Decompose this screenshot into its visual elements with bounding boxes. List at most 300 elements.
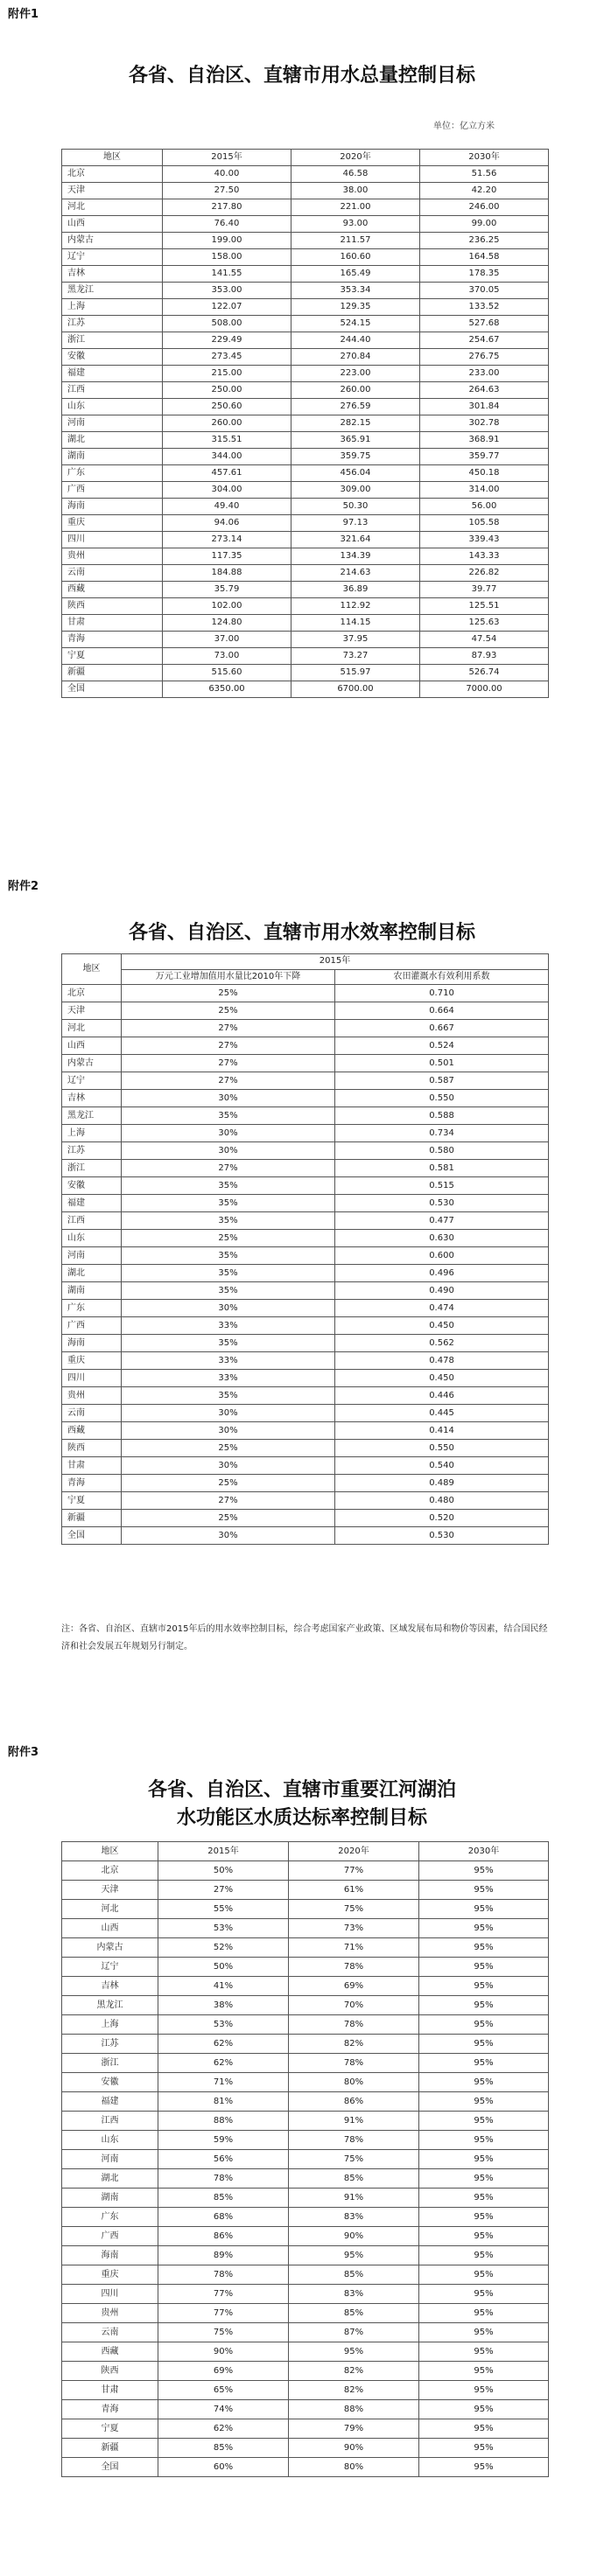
table-row <box>62 1335 549 1352</box>
table-row <box>62 1881 549 1900</box>
value-cell: 33% <box>122 1370 335 1387</box>
value-cell: 27% <box>122 1072 335 1090</box>
value-cell: 62% <box>158 2054 289 2073</box>
value-cell: 95% <box>419 2285 549 2304</box>
value-cell: 276.75 <box>420 349 549 366</box>
region-cell: 海南 <box>62 1335 122 1352</box>
attachment-1-label: 附件1 <box>8 8 39 21</box>
value-cell: 112.92 <box>291 598 420 615</box>
region-cell: 广东 <box>62 1300 122 1317</box>
table-row <box>62 332 549 349</box>
value-cell: 85% <box>289 2304 419 2323</box>
value-cell: 39.77 <box>420 582 549 598</box>
table-row <box>62 1510 549 1527</box>
value-cell: 65% <box>158 2381 289 2400</box>
table-row <box>62 2265 549 2285</box>
value-cell: 59% <box>158 2131 289 2150</box>
value-cell: 56% <box>158 2150 289 2169</box>
value-cell: 85% <box>158 2189 289 2208</box>
table-row <box>62 415 549 432</box>
region-cell: 湖南 <box>62 1282 122 1300</box>
table-row <box>62 2227 549 2246</box>
value-cell: 35% <box>122 1387 335 1405</box>
value-cell: 73.27 <box>291 648 420 665</box>
table-row <box>62 1265 549 1282</box>
value-cell: 82% <box>289 2035 419 2054</box>
value-cell: 77% <box>289 1861 419 1881</box>
value-cell: 0.520 <box>335 1510 549 1527</box>
table-row <box>62 1387 549 1405</box>
region-cell: 甘肃 <box>62 1457 122 1475</box>
table-row <box>62 1317 549 1335</box>
region-cell: 江苏 <box>62 316 163 332</box>
region-cell: 湖南 <box>62 2189 158 2208</box>
value-cell: 85% <box>289 2169 419 2189</box>
value-cell: 524.15 <box>291 316 420 332</box>
value-cell: 95% <box>419 2439 549 2458</box>
value-cell: 95% <box>419 2054 549 2073</box>
value-cell: 0.667 <box>335 1020 549 1037</box>
table-row <box>62 465 549 482</box>
value-cell: 117.35 <box>163 548 291 565</box>
region-cell: 山西 <box>62 1037 122 1055</box>
region-cell: 贵州 <box>62 548 163 565</box>
value-cell: 56.00 <box>420 499 549 515</box>
value-cell: 6350.00 <box>163 681 291 698</box>
value-cell: 50% <box>158 1861 289 1881</box>
value-cell: 260.00 <box>163 415 291 432</box>
region-cell: 黑龙江 <box>62 1996 158 2015</box>
table-row <box>62 499 549 515</box>
value-cell: 86% <box>289 2092 419 2112</box>
region-cell: 海南 <box>62 499 163 515</box>
value-cell: 35% <box>122 1195 335 1212</box>
value-cell: 0.710 <box>335 985 549 1002</box>
value-cell: 97.13 <box>291 515 420 532</box>
table-row <box>62 2342 549 2362</box>
value-cell: 199.00 <box>163 233 291 249</box>
region-cell: 陕西 <box>62 2362 158 2381</box>
table-row <box>62 399 549 415</box>
value-cell: 73% <box>289 1919 419 1938</box>
value-cell: 165.49 <box>291 266 420 283</box>
value-cell: 105.58 <box>420 515 549 532</box>
value-cell: 226.82 <box>420 565 549 582</box>
table-row <box>62 1090 549 1107</box>
table-row <box>62 2285 549 2304</box>
region-cell: 吉林 <box>62 266 163 283</box>
value-cell: 344.00 <box>163 449 291 465</box>
table-row <box>62 2112 549 2131</box>
table-row <box>62 266 549 283</box>
region-cell: 湖北 <box>62 1265 122 1282</box>
table-row <box>62 2169 549 2189</box>
attachment-2-title: 各省、自治区、直辖市用水效率控制目标 <box>128 921 475 944</box>
value-cell: 40.00 <box>163 166 291 183</box>
value-cell: 77% <box>158 2285 289 2304</box>
value-cell: 49.40 <box>163 499 291 515</box>
table-header-cell: 2030年 <box>420 150 549 166</box>
region-cell: 北京 <box>62 166 163 183</box>
region-cell: 云南 <box>62 1405 122 1422</box>
value-cell: 233.00 <box>420 366 549 382</box>
value-cell: 95% <box>289 2342 419 2362</box>
value-cell: 69% <box>289 1977 419 1996</box>
value-cell: 99.00 <box>420 216 549 233</box>
attachment-3-title-line2: 水功能区水质达标率控制目标 <box>176 1806 427 1829</box>
value-cell: 0.587 <box>335 1072 549 1090</box>
region-cell: 四川 <box>62 532 163 548</box>
value-cell: 95% <box>419 2304 549 2323</box>
table-row <box>62 2419 549 2439</box>
region-cell: 西藏 <box>62 2342 158 2362</box>
region-cell: 上海 <box>62 299 163 316</box>
table-row <box>62 1475 549 1492</box>
table-row <box>62 2054 549 2073</box>
value-cell: 0.477 <box>335 1212 549 1230</box>
region-cell: 广西 <box>62 482 163 499</box>
value-cell: 81% <box>158 2092 289 2112</box>
table-row <box>62 1247 549 1265</box>
value-cell: 27% <box>122 1492 335 1510</box>
table-row <box>62 316 549 332</box>
table-row <box>62 1440 549 1457</box>
value-cell: 78% <box>158 2265 289 2285</box>
value-cell: 37.00 <box>163 632 291 648</box>
table-header-cell: 2015年 <box>158 1842 289 1861</box>
region-cell: 山西 <box>62 1919 158 1938</box>
table-row <box>62 665 549 681</box>
value-cell: 260.00 <box>291 382 420 399</box>
value-cell: 164.58 <box>420 249 549 266</box>
value-cell: 0.496 <box>335 1265 549 1282</box>
value-cell: 25% <box>122 1510 335 1527</box>
value-cell: 0.530 <box>335 1527 549 1545</box>
value-cell: 95% <box>419 2169 549 2189</box>
region-cell: 河北 <box>62 1900 158 1919</box>
value-cell: 87.93 <box>420 648 549 665</box>
region-cell: 湖南 <box>62 449 163 465</box>
value-cell: 27% <box>122 1020 335 1037</box>
value-cell: 71% <box>158 2073 289 2092</box>
region-cell: 浙江 <box>62 2054 158 2073</box>
value-cell: 85% <box>158 2439 289 2458</box>
value-cell: 0.474 <box>335 1300 549 1317</box>
value-cell: 42.20 <box>420 183 549 199</box>
value-cell: 236.25 <box>420 233 549 249</box>
value-cell: 95% <box>419 2015 549 2035</box>
value-cell: 55% <box>158 1900 289 1919</box>
value-cell: 0.515 <box>335 1177 549 1195</box>
value-cell: 95% <box>419 1996 549 2015</box>
value-cell: 264.63 <box>420 382 549 399</box>
table-row <box>62 2131 549 2150</box>
value-cell: 35% <box>122 1335 335 1352</box>
table-row <box>62 2381 549 2400</box>
value-cell: 276.59 <box>291 399 420 415</box>
value-cell: 0.414 <box>335 1422 549 1440</box>
table-row <box>62 548 549 565</box>
table-row <box>62 1072 549 1090</box>
value-cell: 75% <box>289 2150 419 2169</box>
value-cell: 0.490 <box>335 1282 549 1300</box>
value-cell: 359.75 <box>291 449 420 465</box>
table-row <box>62 565 549 582</box>
region-cell: 河南 <box>62 2150 158 2169</box>
value-cell: 309.00 <box>291 482 420 499</box>
value-cell: 223.00 <box>291 366 420 382</box>
region-cell: 湖北 <box>62 432 163 449</box>
table-row <box>62 1195 549 1212</box>
region-cell: 宁夏 <box>62 648 163 665</box>
value-cell: 89% <box>158 2246 289 2265</box>
value-cell: 33% <box>122 1317 335 1335</box>
table-row <box>62 1958 549 1977</box>
value-cell: 95% <box>419 2092 549 2112</box>
value-cell: 78% <box>289 2054 419 2073</box>
value-cell: 211.57 <box>291 233 420 249</box>
value-cell: 158.00 <box>163 249 291 266</box>
region-cell: 上海 <box>62 2015 158 2035</box>
table-row <box>62 1457 549 1475</box>
value-cell: 94.06 <box>163 515 291 532</box>
value-cell: 450.18 <box>420 465 549 482</box>
value-cell: 370.05 <box>420 283 549 299</box>
table-row <box>62 1370 549 1387</box>
value-cell: 250.60 <box>163 399 291 415</box>
value-cell: 95% <box>419 2400 549 2419</box>
table-row <box>62 183 549 199</box>
table-row <box>62 1900 549 1919</box>
value-cell: 78% <box>289 2131 419 2150</box>
value-cell: 359.77 <box>420 449 549 465</box>
water-total-table <box>61 149 549 698</box>
value-cell: 353.34 <box>291 283 420 299</box>
value-cell: 0.581 <box>335 1160 549 1177</box>
table-header-cell: 2020年 <box>291 150 420 166</box>
value-cell: 0.478 <box>335 1352 549 1370</box>
value-cell: 95% <box>419 1919 549 1938</box>
value-cell: 35% <box>122 1282 335 1300</box>
value-cell: 30% <box>122 1090 335 1107</box>
value-cell: 30% <box>122 1300 335 1317</box>
region-cell: 陕西 <box>62 1440 122 1457</box>
region-cell: 辽宁 <box>62 249 163 266</box>
value-cell: 91% <box>289 2112 419 2131</box>
value-cell: 78% <box>289 2015 419 2035</box>
value-cell: 124.80 <box>163 615 291 632</box>
region-cell: 江西 <box>62 2112 158 2131</box>
value-cell: 83% <box>289 2208 419 2227</box>
value-cell: 52% <box>158 1938 289 1958</box>
region-cell: 江苏 <box>62 2035 158 2054</box>
value-cell: 93.00 <box>291 216 420 233</box>
value-cell: 69% <box>158 2362 289 2381</box>
region-cell: 内蒙古 <box>62 233 163 249</box>
region-cell: 吉林 <box>62 1977 158 1996</box>
table-row <box>62 2073 549 2092</box>
table-row <box>62 2189 549 2208</box>
value-cell: 95% <box>289 2246 419 2265</box>
table-row <box>62 2304 549 2323</box>
region-cell: 重庆 <box>62 2265 158 2285</box>
region-cell: 安徽 <box>62 2073 158 2092</box>
value-cell: 0.580 <box>335 1142 549 1160</box>
value-cell: 35% <box>122 1265 335 1282</box>
value-cell: 95% <box>419 2362 549 2381</box>
value-cell: 95% <box>419 2323 549 2342</box>
value-cell: 95% <box>419 1938 549 1958</box>
value-cell: 78% <box>158 2169 289 2189</box>
value-cell: 114.15 <box>291 615 420 632</box>
table-row <box>62 2323 549 2342</box>
value-cell: 229.49 <box>163 332 291 349</box>
region-cell: 山东 <box>62 399 163 415</box>
value-cell: 95% <box>419 2131 549 2150</box>
value-cell: 75% <box>158 2323 289 2342</box>
region-cell: 福建 <box>62 1195 122 1212</box>
value-cell: 74% <box>158 2400 289 2419</box>
value-cell: 508.00 <box>163 316 291 332</box>
table-row <box>62 2092 549 2112</box>
table-row <box>62 1996 549 2015</box>
table-row <box>62 2150 549 2169</box>
value-cell: 0.664 <box>335 1002 549 1020</box>
value-cell: 129.35 <box>291 299 420 316</box>
value-cell: 35% <box>122 1177 335 1195</box>
value-cell: 87% <box>289 2323 419 2342</box>
value-cell: 0.450 <box>335 1370 549 1387</box>
table-row <box>62 382 549 399</box>
region-cell: 黑龙江 <box>62 283 163 299</box>
region-cell: 山东 <box>62 1230 122 1247</box>
region-cell: 全国 <box>62 2458 158 2477</box>
region-cell: 安徽 <box>62 349 163 366</box>
value-cell: 46.58 <box>291 166 420 183</box>
table-row <box>62 1352 549 1370</box>
value-cell: 35% <box>122 1247 335 1265</box>
value-cell: 0.445 <box>335 1405 549 1422</box>
value-cell: 0.480 <box>335 1492 549 1510</box>
value-cell: 221.00 <box>291 199 420 216</box>
value-cell: 178.35 <box>420 266 549 283</box>
value-cell: 141.55 <box>163 266 291 283</box>
region-cell: 广东 <box>62 2208 158 2227</box>
table-row <box>62 632 549 648</box>
value-cell: 25% <box>122 1230 335 1247</box>
water-efficiency-table <box>61 953 549 1545</box>
region-cell: 河北 <box>62 199 163 216</box>
value-cell: 47.54 <box>420 632 549 648</box>
table-row <box>62 515 549 532</box>
value-cell: 365.91 <box>291 432 420 449</box>
table-row <box>62 216 549 233</box>
table-header-cell: 地区 <box>62 1842 158 1861</box>
table-row <box>62 1861 549 1881</box>
table-row <box>62 1125 549 1142</box>
value-cell: 214.63 <box>291 565 420 582</box>
value-cell: 6700.00 <box>291 681 420 698</box>
attachment-1-title: 各省、自治区、直辖市用水总量控制目标 <box>128 64 475 87</box>
value-cell: 0.588 <box>335 1107 549 1125</box>
value-cell: 270.84 <box>291 349 420 366</box>
value-cell: 368.91 <box>420 432 549 449</box>
value-cell: 143.33 <box>420 548 549 565</box>
table-header-cell: 2020年 <box>289 1842 419 1861</box>
value-cell: 246.00 <box>420 199 549 216</box>
table-row <box>62 1282 549 1300</box>
attachment-3-title-line1: 各省、自治区、直辖市重要江河湖泊 <box>147 1778 456 1801</box>
region-cell: 青海 <box>62 632 163 648</box>
region-cell: 全国 <box>62 1527 122 1545</box>
value-cell: 527.68 <box>420 316 549 332</box>
value-cell: 250.00 <box>163 382 291 399</box>
value-cell: 36.89 <box>291 582 420 598</box>
value-cell: 83% <box>289 2285 419 2304</box>
table-row <box>62 1142 549 1160</box>
value-cell: 95% <box>419 2208 549 2227</box>
value-cell: 38% <box>158 1996 289 2015</box>
value-cell: 515.60 <box>163 665 291 681</box>
value-cell: 68% <box>158 2208 289 2227</box>
region-cell: 甘肃 <box>62 615 163 632</box>
value-cell: 95% <box>419 1958 549 1977</box>
value-cell: 90% <box>289 2439 419 2458</box>
header-industrial-water: 万元工业增加值用水量比2010年下降 <box>122 969 335 985</box>
value-cell: 95% <box>419 2112 549 2131</box>
value-cell: 73.00 <box>163 648 291 665</box>
table-row <box>62 2246 549 2265</box>
table-row <box>62 2208 549 2227</box>
region-cell: 江西 <box>62 382 163 399</box>
value-cell: 244.40 <box>291 332 420 349</box>
table-row <box>62 1527 549 1545</box>
value-cell: 38.00 <box>291 183 420 199</box>
value-cell: 30% <box>122 1125 335 1142</box>
value-cell: 122.07 <box>163 299 291 316</box>
table-row <box>62 582 549 598</box>
value-cell: 80% <box>289 2073 419 2092</box>
table-row <box>62 199 549 216</box>
region-cell: 山西 <box>62 216 163 233</box>
region-cell: 天津 <box>62 1002 122 1020</box>
value-cell: 53% <box>158 1919 289 1938</box>
value-cell: 304.00 <box>163 482 291 499</box>
region-cell: 四川 <box>62 2285 158 2304</box>
value-cell: 27% <box>122 1037 335 1055</box>
region-cell: 吉林 <box>62 1090 122 1107</box>
table-row <box>62 1002 549 1020</box>
value-cell: 27% <box>122 1160 335 1177</box>
region-cell: 西藏 <box>62 582 163 598</box>
region-cell: 新疆 <box>62 1510 122 1527</box>
value-cell: 35% <box>122 1107 335 1125</box>
region-cell: 贵州 <box>62 2304 158 2323</box>
header-year: 2015年 <box>122 954 549 970</box>
value-cell: 53% <box>158 2015 289 2035</box>
value-cell: 184.88 <box>163 565 291 582</box>
value-cell: 95% <box>419 2189 549 2208</box>
value-cell: 35% <box>122 1212 335 1230</box>
region-cell: 青海 <box>62 1475 122 1492</box>
region-cell: 宁夏 <box>62 2419 158 2439</box>
table-row <box>62 2015 549 2035</box>
value-cell: 125.63 <box>420 615 549 632</box>
table-row <box>62 1037 549 1055</box>
value-cell: 0.550 <box>335 1440 549 1457</box>
table-header-row <box>62 954 549 970</box>
region-cell: 内蒙古 <box>62 1055 122 1072</box>
